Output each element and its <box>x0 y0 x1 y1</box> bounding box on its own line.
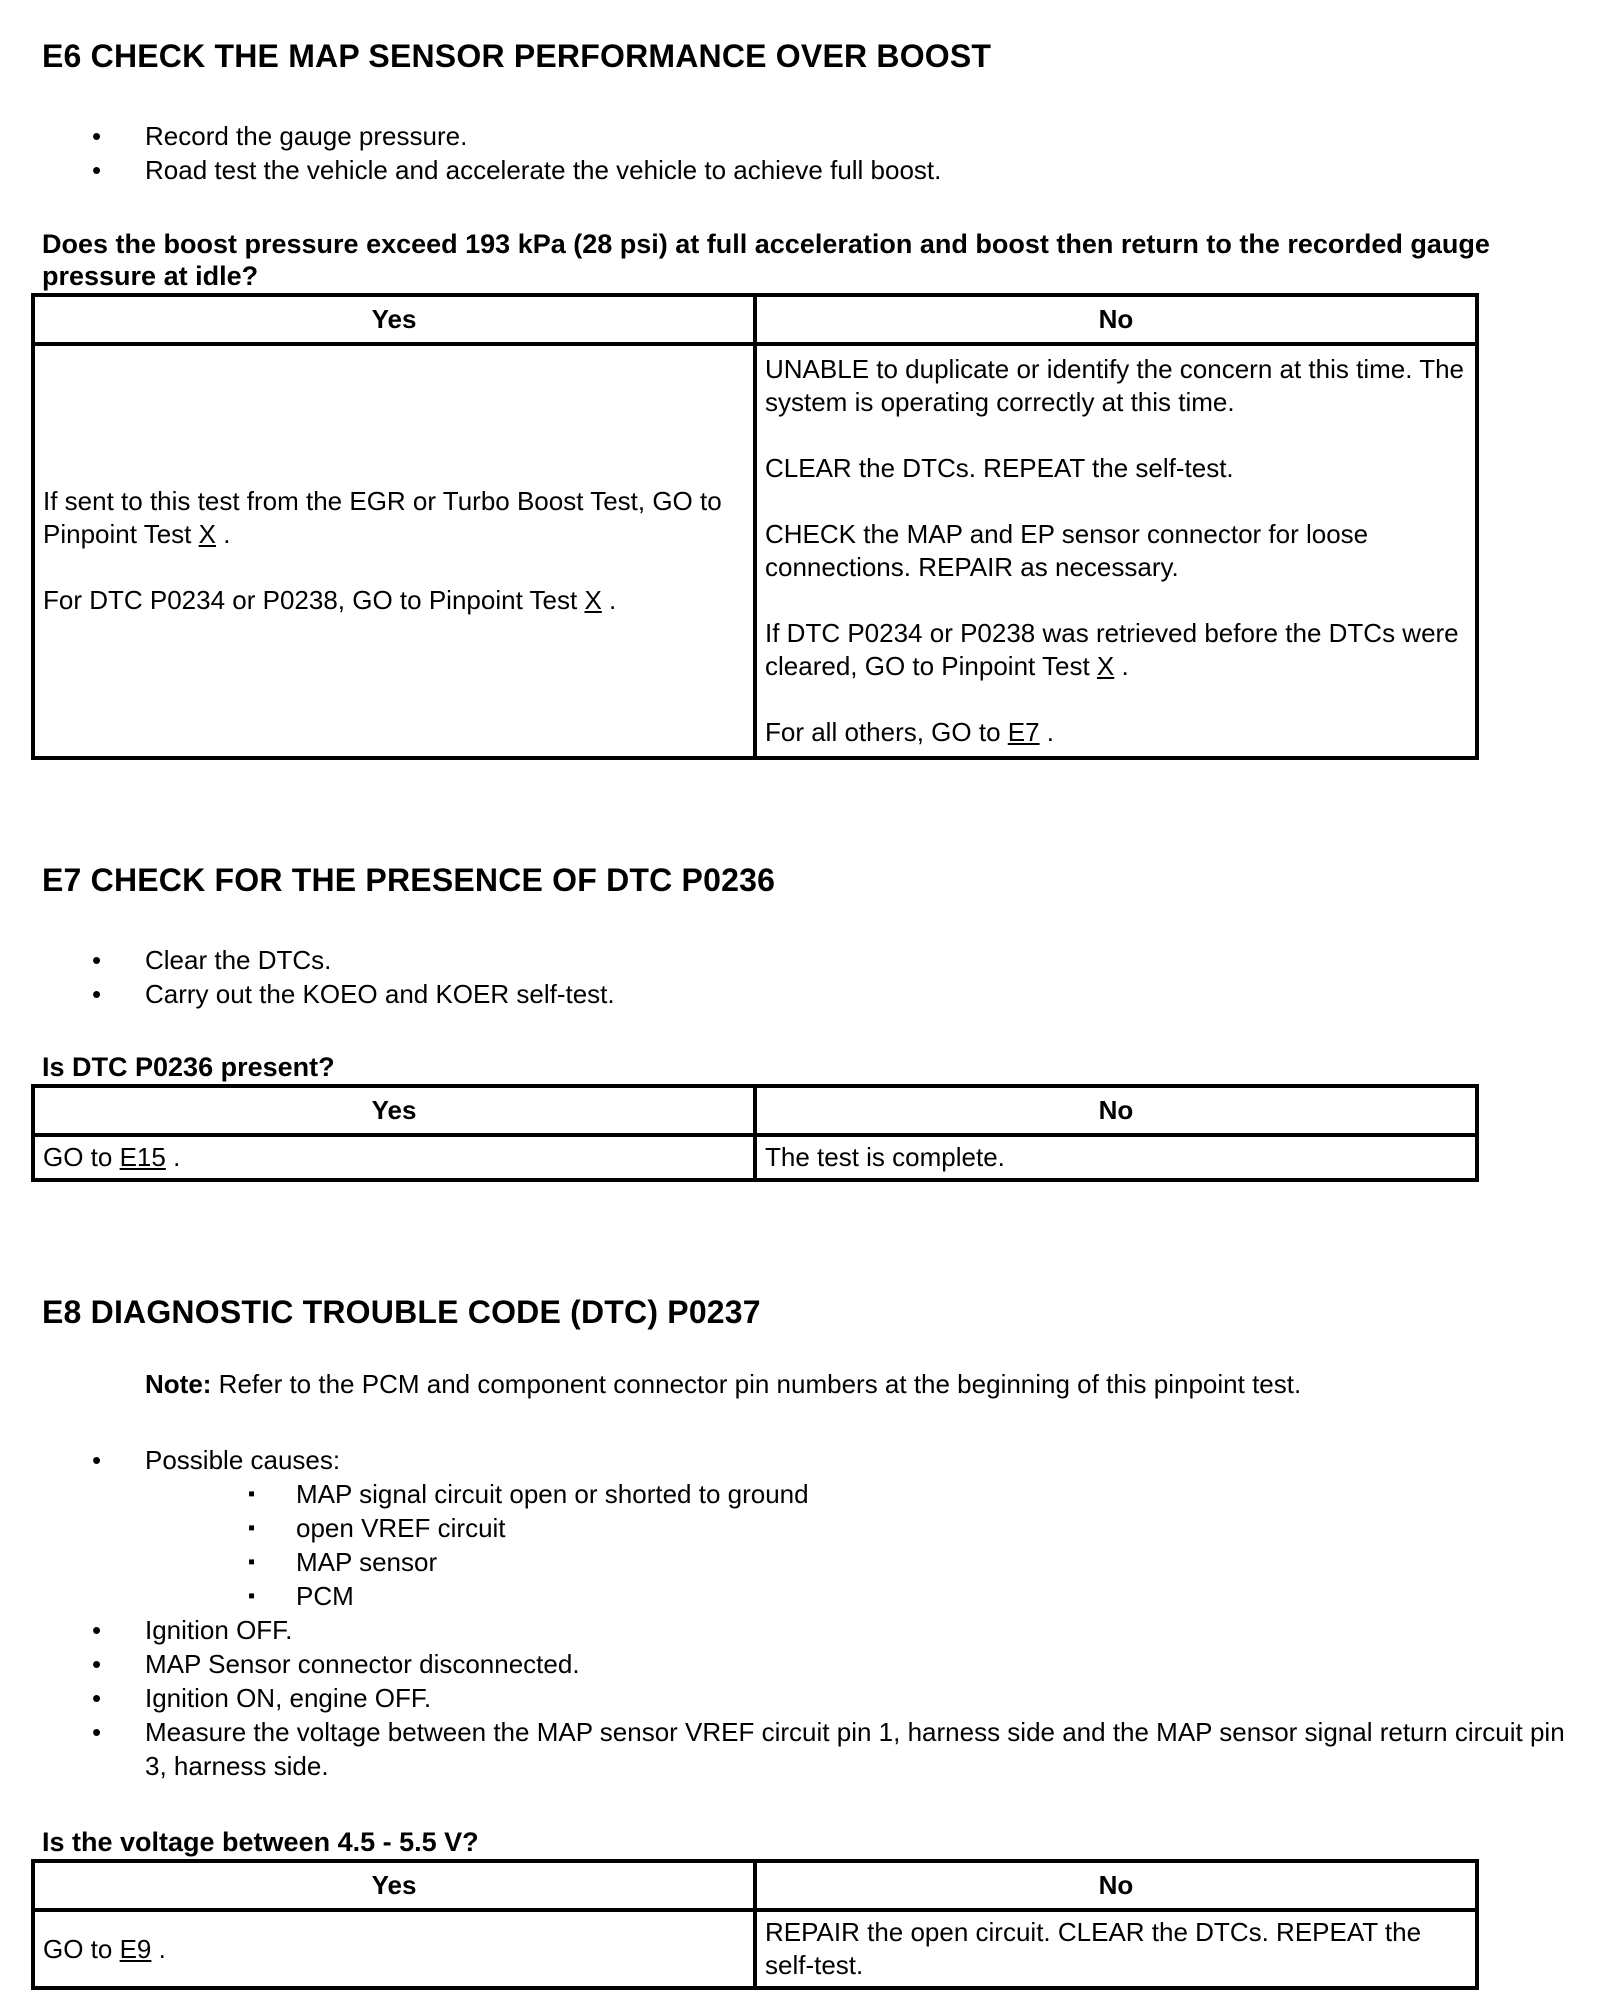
e6-step: • Record the gauge pressure. <box>0 119 941 153</box>
pinpoint-test-link[interactable]: X <box>1096 651 1115 681</box>
e6-no-instruction: CHECK the MAP and EP sensor connector for loose connections. REPAIR as necessary. <box>765 519 1369 582</box>
cause-item: ▪ PCM <box>248 1579 1585 1613</box>
no-column-header: No <box>755 1861 1477 1910</box>
pinpoint-test-link[interactable]: X <box>584 585 602 615</box>
instruction-text: For DTC P0234 or P0238, GO to Pinpoint Test <box>43 585 585 615</box>
note-text: Refer to the PCM and component connector pin numbers at the beginning of this pinpoint test. <box>211 1369 1302 1399</box>
e7-step: • Clear the DTCs. <box>0 943 615 977</box>
yes-column-header: Yes <box>33 1086 755 1135</box>
e7-question: Is DTC P0236 present? <box>42 1052 335 1082</box>
e7-decision-table <box>31 1084 1479 1182</box>
e6-step: • Road test the vehicle and accelerate the vehicle to achieve full boost. <box>0 153 941 187</box>
e6-no-instruction <box>765 716 1467 749</box>
instruction-text: If sent to this test from the EGR or Turbo Boost Test, GO to Pinpoint Test <box>43 486 722 549</box>
e6-decision-table <box>31 293 1479 760</box>
instruction-text: . <box>151 1933 166 1964</box>
e8-note <box>145 1369 1301 1400</box>
instruction-text: If DTC P0234 or P0238 was retrieved before the DTCs were cleared, GO to Pinpoint Test <box>765 618 1459 681</box>
e8-no-cell: REPAIR the open circuit. CLEAR the DTCs. REPEAT the self-test. <box>755 1910 1477 1988</box>
e6-yes-instruction <box>43 485 745 551</box>
e8-step: • MAP Sensor connector disconnected. <box>0 1647 1585 1681</box>
instruction-text: For all others, GO to <box>765 717 1008 747</box>
instruction-text: GO to <box>43 1933 120 1964</box>
instruction-text: . <box>601 585 617 615</box>
e8-decision-table <box>31 1859 1479 1990</box>
e7-heading: E7 CHECK FOR THE PRESENCE OF DTC P0236 <box>42 862 776 898</box>
e8-step: • Measure the voltage between the MAP sensor VREF circuit pin 1, harness side and the MAP sensor signal return circuit pin 3, harness side. <box>0 1715 1585 1783</box>
e8-step: • Ignition OFF. <box>0 1613 1585 1647</box>
e6-question: Does the boost pressure exceed 193 kPa (28 psi) at full acceleration and boost then return to the recorded gauge pressure at idle? <box>42 229 1490 291</box>
e7-step-list <box>0 943 615 1011</box>
no-column-header: No <box>755 295 1477 344</box>
e6-step-list <box>0 119 941 187</box>
yes-column-header: Yes <box>33 295 755 344</box>
e6-no-cell <box>755 344 1477 758</box>
no-column-header: No <box>755 1086 1477 1135</box>
pinpoint-test-link[interactable]: X <box>198 519 216 549</box>
e6-yes-instruction <box>43 584 745 617</box>
instruction-text: . <box>165 1142 181 1172</box>
step-e15-link[interactable]: E15 <box>119 1142 166 1172</box>
instruction-text: GO to <box>43 1142 120 1172</box>
e8-heading: E8 DIAGNOSTIC TROUBLE CODE (DTC) P0237 <box>42 1294 761 1330</box>
possible-causes-label: Possible causes: <box>145 1445 341 1475</box>
possible-causes-item <box>0 1443 1585 1613</box>
instruction-text: . <box>1039 717 1055 747</box>
possible-causes-list <box>145 1477 1585 1613</box>
e8-step-list <box>0 1443 1585 1783</box>
e8-yes-cell <box>33 1910 755 1988</box>
cause-item: ▪ MAP sensor <box>248 1545 1585 1579</box>
e6-yes-cell <box>33 344 755 758</box>
note-label: Note: <box>145 1369 212 1399</box>
e7-no-cell: The test is complete. <box>755 1135 1477 1180</box>
e6-no-instruction: UNABLE to duplicate or identify the concern at this time. The system is operating correctly at this time. <box>765 354 1464 417</box>
step-e9-link[interactable]: E9 <box>119 1933 152 1964</box>
cause-item: ▪ open VREF circuit <box>248 1511 1585 1545</box>
step-e7-link[interactable]: E7 <box>1007 717 1040 747</box>
instruction-text: . <box>215 519 231 549</box>
e8-question: Is the voltage between 4.5 - 5.5 V? <box>42 1827 479 1857</box>
instruction-text: . <box>1114 651 1129 681</box>
cause-item: ▪ MAP signal circuit open or shorted to ground <box>248 1477 1585 1511</box>
e6-no-instruction <box>765 617 1467 683</box>
e6-heading: E6 CHECK THE MAP SENSOR PERFORMANCE OVER BOOST <box>42 38 992 74</box>
e7-step: • Carry out the KOEO and KOER self-test. <box>0 977 615 1011</box>
yes-column-header: Yes <box>33 1861 755 1910</box>
e8-step: • Ignition ON, engine OFF. <box>0 1681 1585 1715</box>
e7-yes-cell <box>33 1135 755 1180</box>
e6-no-instruction: CLEAR the DTCs. REPEAT the self-test. <box>765 453 1234 483</box>
